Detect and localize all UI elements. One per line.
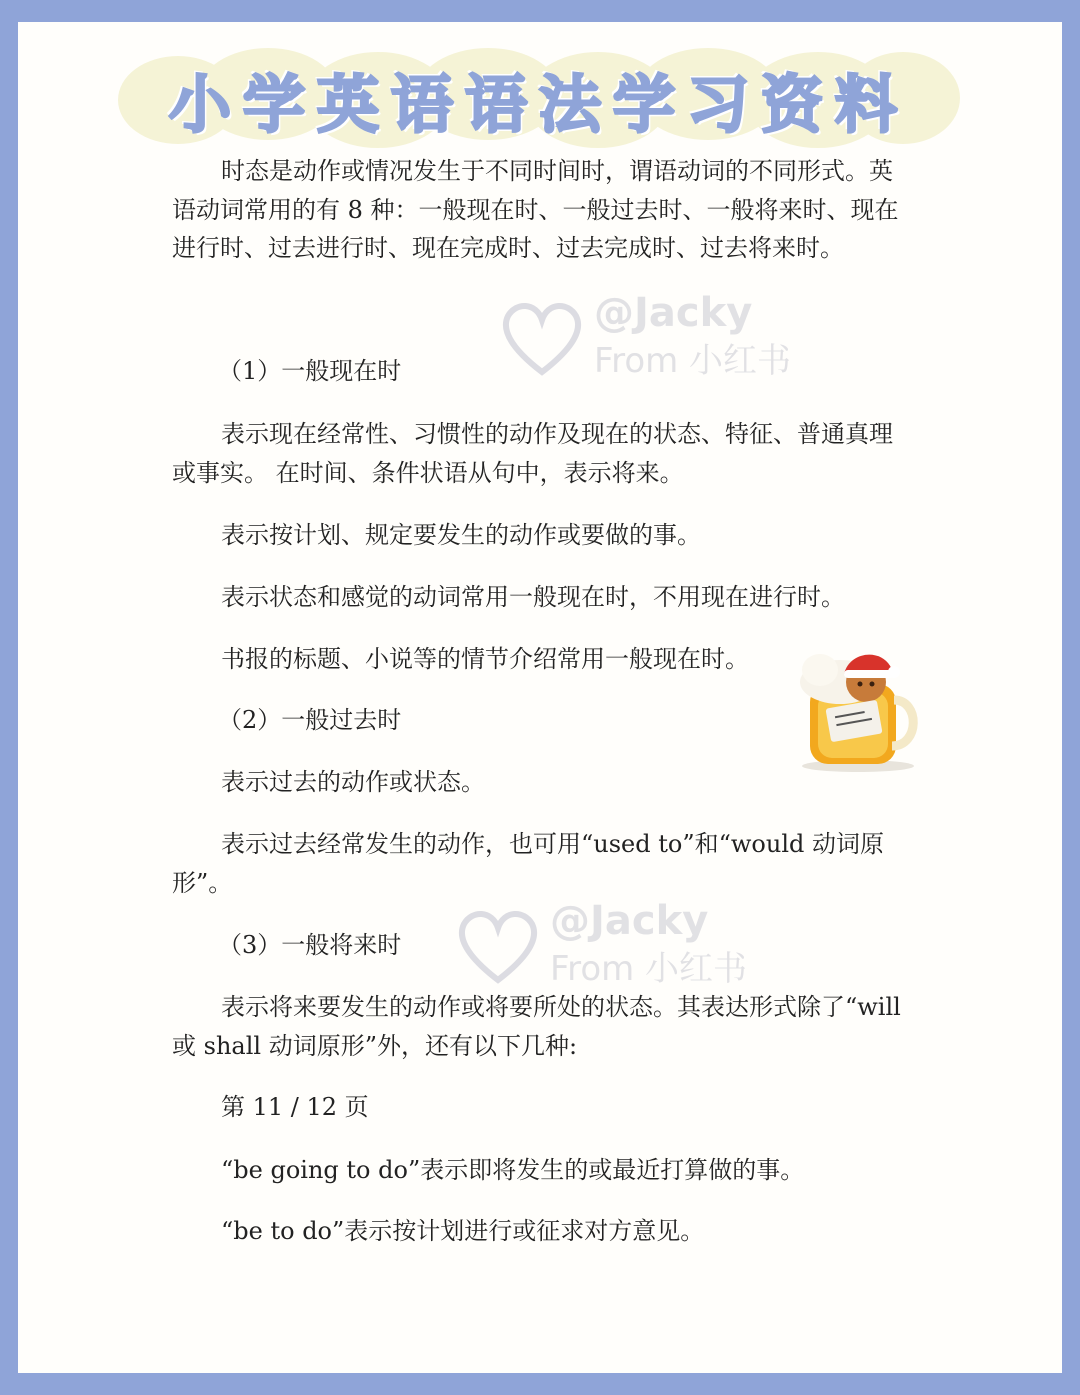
paragraph: 书报的标题、小说等的情节介绍常用一般现在时。 (221, 645, 749, 673)
page-title: 小学英语语法学习资料 (168, 67, 909, 141)
heart-icon (454, 902, 542, 990)
heart-icon (498, 294, 586, 382)
paragraph: 表示过去的动作或状态。 (221, 768, 485, 796)
paragraph: 表示状态和感觉的动词常用一般现在时，不用现在进行时。 (221, 583, 845, 611)
watermark-handle: @Jacky (594, 290, 753, 336)
watermark-source: From 小红书 (550, 949, 748, 989)
watermark-handle: @Jacky (550, 898, 709, 944)
paragraph: “be to do”表示按计划进行或征求对方意见。 (221, 1217, 705, 1245)
section-heading-future-simple: （3）一般将来时 (218, 931, 402, 959)
paragraph: 表示将来要发生的动作或将要所处的状态。其表达形式除了“will 或 shall 动词原形”外，还有以下几种: (172, 993, 901, 1060)
paragraph: 表示过去经常发生的动作，也可用“used to”和“would 动词原形”。 (172, 830, 884, 897)
page (18, 22, 1062, 1373)
page-number: 第 11 / 12 页 (221, 1093, 369, 1121)
paragraph: 表示现在经常性、习惯性的动作及现在的状态、特征、普通真理或事实。 在时间、条件状语从句中，表示将来。 (172, 420, 893, 487)
gingerbread-beer-mug-icon (788, 634, 928, 774)
watermark-source: From 小红书 (594, 341, 792, 381)
title-banner (118, 48, 960, 150)
intro-paragraph: 时态是动作或情况发生于不同时间时，谓语动词的不同形式。英语动词常用的有 8 种：一般现在时、一般过去时、一般将来时、现在进行时、过去进行时、现在完成时、过去完成时、过去将来时。 (172, 157, 899, 262)
paragraph: “be going to do”表示即将发生的或最近打算做的事。 (221, 1156, 805, 1184)
section-heading-past-simple: （2）一般过去时 (218, 706, 402, 734)
paragraph: 表示按计划、规定要发生的动作或要做的事。 (221, 521, 701, 549)
section-heading-present-simple: （1）一般现在时 (218, 357, 402, 385)
